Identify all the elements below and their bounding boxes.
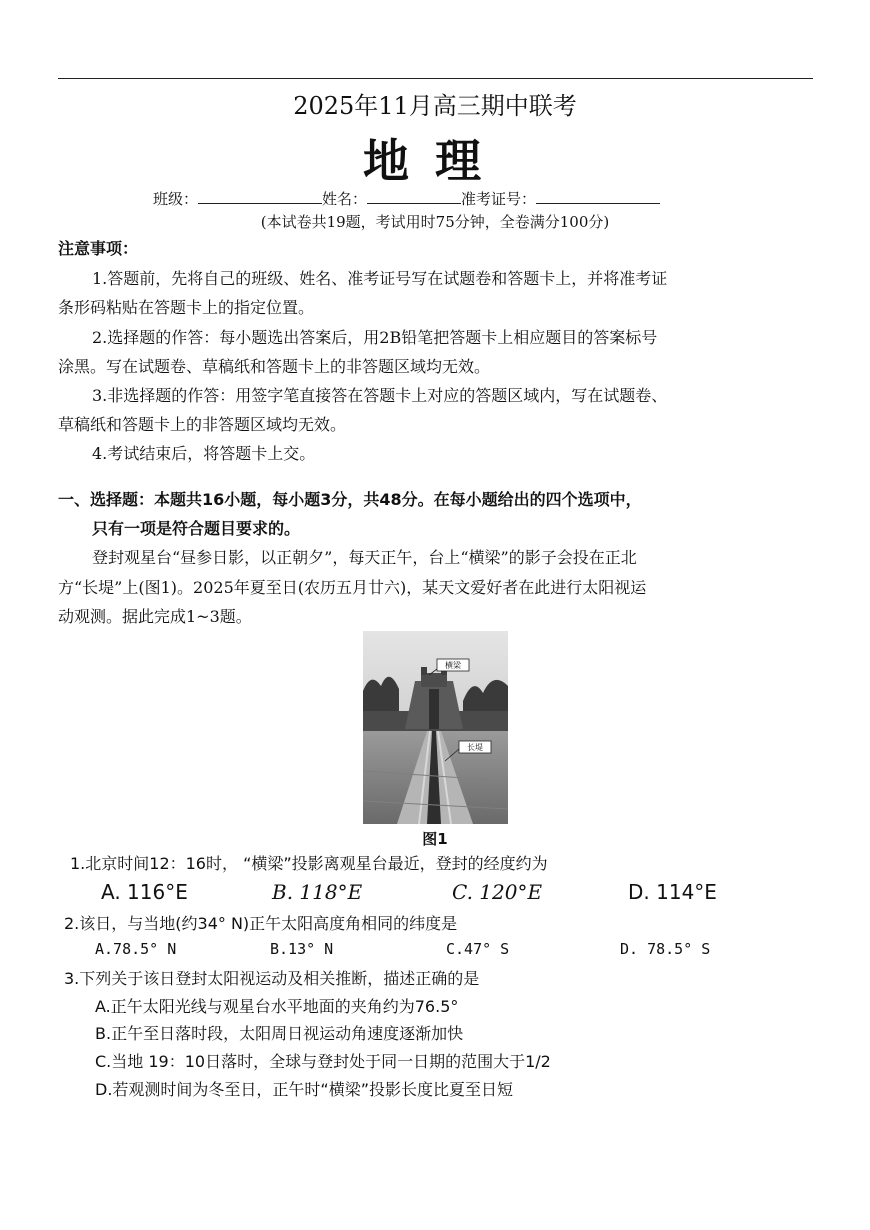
notice-item-4: 4.考试结束后，将答题卡上交。 xyxy=(92,444,316,463)
question-3-option-d[interactable]: D.若观测时间为冬至日，正午时“横梁”投影长度比夏至日短 xyxy=(95,1080,513,1099)
top-rule xyxy=(58,78,813,79)
question-3-option-b[interactable]: B.正午至日落时段，太阳周日视运动角速度逐渐加快 xyxy=(95,1024,464,1043)
subject-title: 地理 xyxy=(363,134,507,188)
label-dike: 长堤 xyxy=(467,743,483,752)
id-label: 准考证号： xyxy=(461,190,537,208)
intro-paragraph-end: 动观测。据此完成1~3题。 xyxy=(58,607,252,626)
label-beam: 横梁 xyxy=(445,661,461,670)
exam-note: (本试卷共19题，考试用时75分钟，全卷满分100分) xyxy=(260,213,610,231)
notice-item-2-cont: 涂黑。写在试题卷、草稿纸和答题卡上的非答题区域均无效。 xyxy=(58,357,491,376)
student-info-line xyxy=(153,188,660,209)
exam-title: 2025年11月高三期中联考 xyxy=(293,92,577,120)
class-field[interactable] xyxy=(198,189,322,204)
question-1-option-d[interactable]: D. 114°E xyxy=(628,880,717,904)
question-3-stem: 3.下列关于该日登封太阳视运动及相关推断，描述正确的是 xyxy=(64,969,480,988)
name-field[interactable] xyxy=(367,189,461,204)
section-heading: 一、选择题：本题共16小题，每小题3分，共48分。在每小题给出的四个选项中， xyxy=(58,490,642,509)
notice-item-2: 2.选择题的作答：每小题选出答案后，用2B铅笔把答题卡上相应题目的答案标号 xyxy=(92,328,658,347)
question-2-option-b[interactable]: B.13° N xyxy=(270,940,334,958)
notice-item-3: 3.非选择题的作答：用签字笔直接答在答题卡上对应的答题区域内，写在试题卷、 xyxy=(92,386,668,405)
question-2-option-d[interactable]: D. 78.5° S xyxy=(620,940,711,958)
notice-item-3-cont: 草稿纸和答题卡上的非答题区域均无效。 xyxy=(58,415,347,434)
intro-paragraph: 登封观星台“昼参日影，以正朝夕”，每天正午，台上“横梁”的影子会投在正北 xyxy=(92,548,637,567)
question-2-stem: 2.该日，与当地(约34° N)正午太阳高度角相同的纬度是 xyxy=(64,914,458,933)
question-1-option-a[interactable]: A. 116°E xyxy=(101,880,188,904)
notice-heading: 注意事项： xyxy=(58,239,139,258)
section-heading-cont: 只有一项是符合题目要求的。 xyxy=(92,519,301,538)
question-3-option-c[interactable]: C.当地 19：10日落时，全球与登封处于同一日期的范围大于1/2 xyxy=(95,1052,551,1071)
question-2-option-c[interactable]: C.47° S xyxy=(446,940,510,958)
question-3-option-a[interactable]: A.正午太阳光线与观星台水平地面的夹角约为76.5° xyxy=(95,997,459,1016)
figure-caption: 图1 xyxy=(422,830,448,848)
question-2-option-a[interactable]: A.78.5° N xyxy=(95,940,177,958)
name-label: 姓名： xyxy=(322,190,368,208)
question-1-stem: 1.北京时间12：16时， “横梁”投影离观星台最近，登封的经度约为 xyxy=(70,854,548,873)
notice-item-1-cont: 条形码粘贴在答题卡上的指定位置。 xyxy=(58,298,315,317)
observatory-photo xyxy=(363,631,508,824)
exam-id-field[interactable] xyxy=(536,189,660,204)
notice-item-1: 1.答题前，先将自己的班级、姓名、准考证号写在试题卷和答题卡上，并将准考证 xyxy=(92,269,668,288)
question-1-option-b[interactable]: B. 118°E xyxy=(272,880,363,904)
intro-paragraph-cont: 方“长堤”上(图1)。2025年夏至日(农历五月廿六)，某天文爱好者在此进行太阳视运 xyxy=(58,578,647,597)
question-1-option-c[interactable]: C. 120°E xyxy=(452,880,543,904)
class-label: 班级： xyxy=(153,190,199,208)
